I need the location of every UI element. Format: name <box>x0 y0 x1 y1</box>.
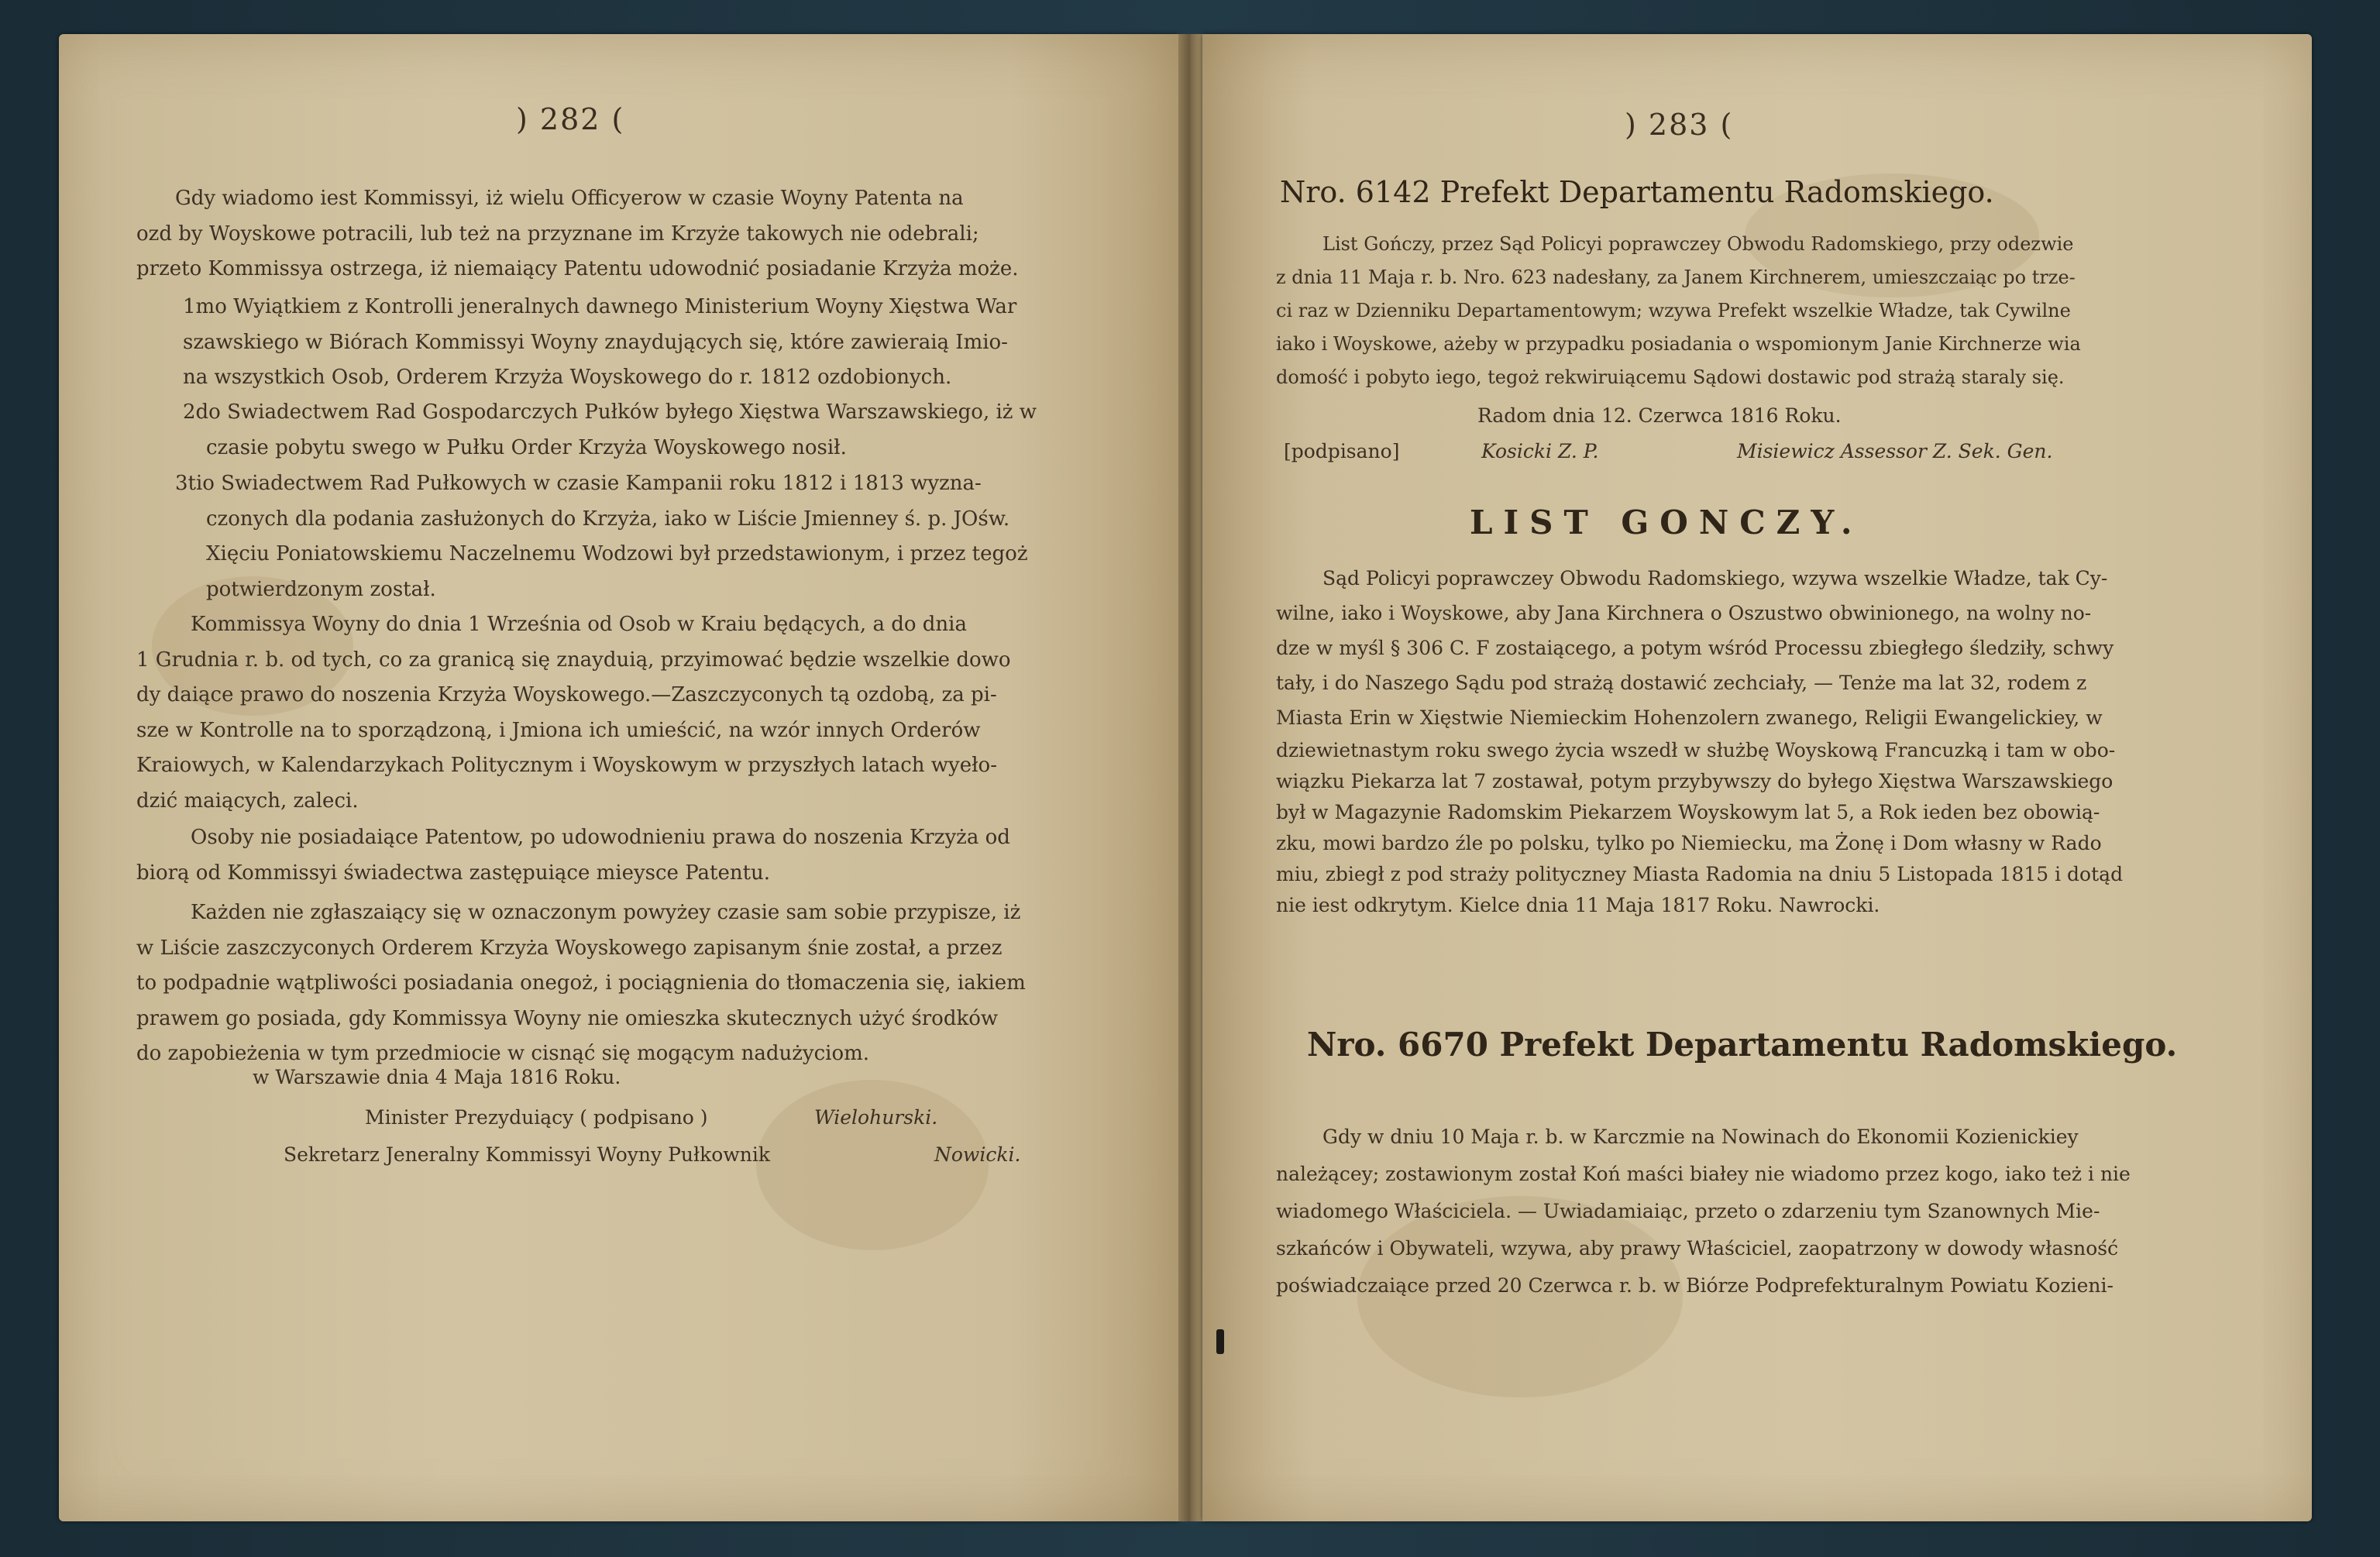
left-page <box>59 34 1178 1521</box>
signature-label: Minister Prezyduiący ( podpisano ) <box>365 1106 708 1129</box>
list-item-3: 3tio Swiadectwem Rad Pułkowych w czasie Kampanii roku 1812 i 1813 wyzna- czonych dla podania zasłużonych do Krzyża, iako w Liście Jmienney ś. p. JOśw. Xięciu Poniatowskiemu Naczelnemu Wodzowi był przedstawionym, i przez tegoż potwierdzonym został. <box>175 472 1028 601</box>
right-page <box>1202 34 2312 1521</box>
paragraph-certificates: Osoby nie posiadaiące Patentow, po udowodnieniu prawa do noszenia Krzyża od biorą od Kommissyi świadectwa zastępuiące mieysce Patentu. <box>136 826 1010 885</box>
section-heading: Nro. 6670 Prefekt Departamentu Radomskiego. <box>1307 1026 2178 1064</box>
signature-name: Kosicki Z. P. <box>1481 440 1599 462</box>
signature-label: [podpisano] <box>1284 440 1400 462</box>
paragraph-warning: Każden nie zgłaszaiący się w oznaczonym powyżey czasie sam sobie przypisze, iż w Liście zaszczyconych Orderem Krzyża Woyskowego zapisanym śnie został, a przez to podpadnie wątpliwości posiadania onegoż, i pociągnienia do tłomaczenia się, iakiem prawem go posiada, gdy Kommissya Woyny nie omieszka skutecznych użyć środków do zapobieżenia w tym przedmiocie w cisnąć się mogącym nadużyciom. <box>136 901 1026 1065</box>
page-number: ) 283 ( <box>1625 108 1734 142</box>
paragraph-warrant: Sąd Policyi poprawczey Obwodu Radomskiego, wzywa wszelkie Władze, tak Cy- wilne, iako i Woyskowe, aby Jana Kirchnera o Oszustwo obwinionego, na wolny no- dze w myśl § 306 C. F zostaiącego, a potym wśród Processu zbiegłego śledziły, schwy tały, i do Naszego Sądu pod strażą dostawić zechciały, — Tenże ma lat 32, rodem z Miasta Erin w Xięstwie Niemieckim Hohenzolern zwanego, Religii Ewangelickiey, w dziewietnastym roku swego życia wszedł w służbę Woyskową Francuzką i tam w obo- wiązku Piekarza lat 7 zostawał, potym przybywszy do byłego Xięstwa Warszawskiego był w Magazynie Radomskim Piekarzem Woyskowym lat 5, a Rok ieden bez obowią- zku, mowi bardzo źle po polsku, tylko po Niemiecku, ma Żonę i Dom własny w Rado miu, zbiegł z pod straży polityczney Miasta Radomia na dniu 5 Listopada 1815 i dotąd nie iest odkrytym. Kielce dnia 11 Maja 1817 Roku. Nawrocki. <box>1276 567 2124 916</box>
signature-name: Misiewicz Assessor Z. Sek. Gen. <box>1737 440 2053 462</box>
signature-name: Wielohurski. <box>814 1106 938 1129</box>
signature-label: Sekretarz Jeneralny Kommissyi Woyny Pułkownik <box>284 1143 770 1166</box>
paragraph-warrant-notice: List Gończy, przez Sąd Policyi poprawczey Obwodu Radomskiego, przy odezwie z dnia 11 Maja r. b. Nro. 623 nadesłany, za Janem Kirchnerem, umieszczaiąc po trze- ci raz w Dzienniku Departamentowym; wzywa Prefekt wszelkie Władze, tak Cywilne iako i Woyskowe, ażeby w przypadku posiadania o wspomionym Janie Kirchnerze wia domość i pobyto iego, tegoż rekwiruiącemu Sądowi dostawic pod strażą staraly się. <box>1276 233 2081 388</box>
book-gutter <box>1178 34 1202 1521</box>
list-item-2: 2do Swiadectwem Rad Gospodarczych Pułków byłego Xięstwa Warszawskiego, iż w czasie pobytu swego w Pułku Order Krzyża Woyskowego nosił. <box>183 400 1037 459</box>
warrant-title: LIST GONCZY. <box>1470 504 1863 541</box>
intro-paragraph: Gdy wiadomo iest Kommissyi, iż wielu Officyerow w czasie Woyny Patenta na ozd by Woyskowe potracili, lub też na przyznane im Krzyże takowych nie odebrali; przeto Kommissya ostrzega, iż niemaiący Patentu udowodnić posiadanie Krzyża może. <box>136 187 1019 280</box>
page-number: ) 282 ( <box>516 102 625 136</box>
signature-name: Nowicki. <box>934 1143 1021 1166</box>
date-line: w Warszawie dnia 4 Maja 1816 Roku. <box>253 1066 621 1088</box>
paragraph-horse-notice: Gdy w dniu 10 Maja r. b. w Karczmie na Nowinach do Ekonomii Kozienickiey należącey; zostawionym został Koń maści białey nie wiadomo przez kogo, iako też i nie wiadomego Właściciela. — Uwiadamiaiąc, przeto o zdarzeniu tym Szanownych Mie- szkańców i Obywateli, wzywa, aby prawy Właściciel, zaopatrzony w dowody własność poświadczaiące przed 20 Czerwca r. b. w Biórze Podprefekturalnym Powiatu Kozieni- <box>1276 1126 2131 1297</box>
section-heading: Nro. 6142 Prefekt Departamentu Radomskiego. <box>1280 175 1994 209</box>
paragraph-deadline: Kommissya Woyny do dnia 1 Września od Osob w Kraiu będących, a do dnia 1 Grudnia r. b. od tych, co za granicą się znayduią, przyimować będzie wszelkie dowo dy daiące prawo do noszenia Krzyża Woyskowego.—Zaszczyconych tą ozdobą, za pi- sze w Kontrolle na to sporządzoną, i Jmiona ich umieścić, na wzór innych Orderów Kraiowych, w Kalendarzykach Politycznym i Woyskowym w przyszłych latach wyeło- dzić maiących, zaleci. <box>136 613 1011 813</box>
ink-mark <box>1216 1329 1224 1354</box>
list-item-1: 1mo Wyiątkiem z Kontrolli jeneralnych dawnego Ministerium Woyny Xięstwa War szawskiego w Biórach Kommissyi Woyny znaydujących się, które zawieraią Imio- na wszystkich Osob, Orderem Krzyża Woyskowego do r. 1812 ozdobionych. <box>183 295 1017 389</box>
date-line: Radom dnia 12. Czerwca 1816 Roku. <box>1477 404 1842 427</box>
